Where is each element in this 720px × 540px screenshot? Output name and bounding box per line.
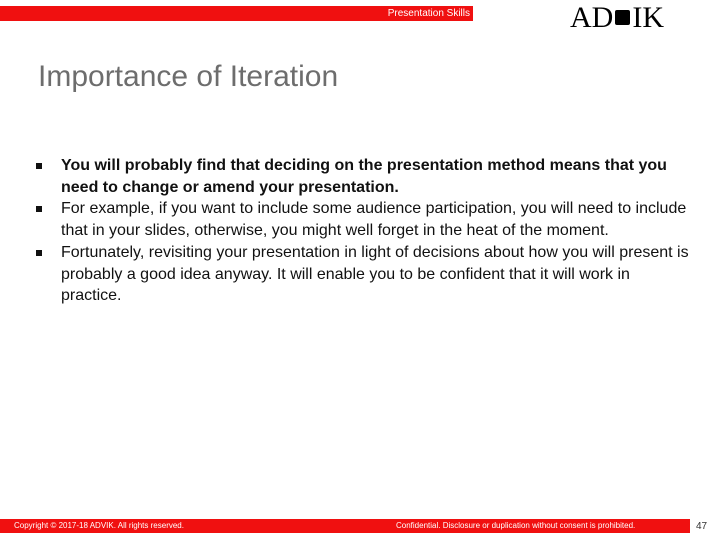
logo-text-right: IK bbox=[632, 1, 664, 34]
bullet-list bbox=[30, 155, 690, 307]
list-item bbox=[30, 198, 690, 241]
header-bar-label: Presentation Skills bbox=[387, 8, 470, 19]
copyright-text: Copyright © 2017-18 ADVIK. All rights reserved. bbox=[14, 521, 184, 530]
square-q-logo-icon bbox=[615, 10, 630, 25]
bullet-square-icon bbox=[36, 250, 42, 256]
list-item bbox=[30, 242, 690, 307]
logo-text-left: AD bbox=[570, 1, 614, 34]
bullet-text: You will probably find that deciding on the presentation method means that you need to change or amend your presentation. bbox=[61, 157, 667, 196]
page-title: Importance of Iteration bbox=[38, 60, 339, 93]
confidential-text: Confidential. Disclosure or duplication without consent is prohibited. bbox=[396, 521, 636, 530]
bullet-text: Fortunately, revisiting your presentation in light of decisions about how you will present is probably a good idea anyway. It will enable you to be confident that it will work in practice. bbox=[61, 243, 689, 305]
footer-bar bbox=[0, 519, 690, 533]
header-bar bbox=[0, 6, 473, 21]
page-number: 47 bbox=[696, 521, 708, 532]
list-item bbox=[30, 155, 690, 198]
logo bbox=[570, 2, 664, 34]
bullet-square-icon bbox=[36, 206, 42, 212]
bullet-square-icon bbox=[36, 163, 42, 169]
bullet-text: For example, if you want to include some audience participation, you will need to include that in your slides, otherwise, you might well forget in the heat of the moment. bbox=[61, 200, 687, 240]
